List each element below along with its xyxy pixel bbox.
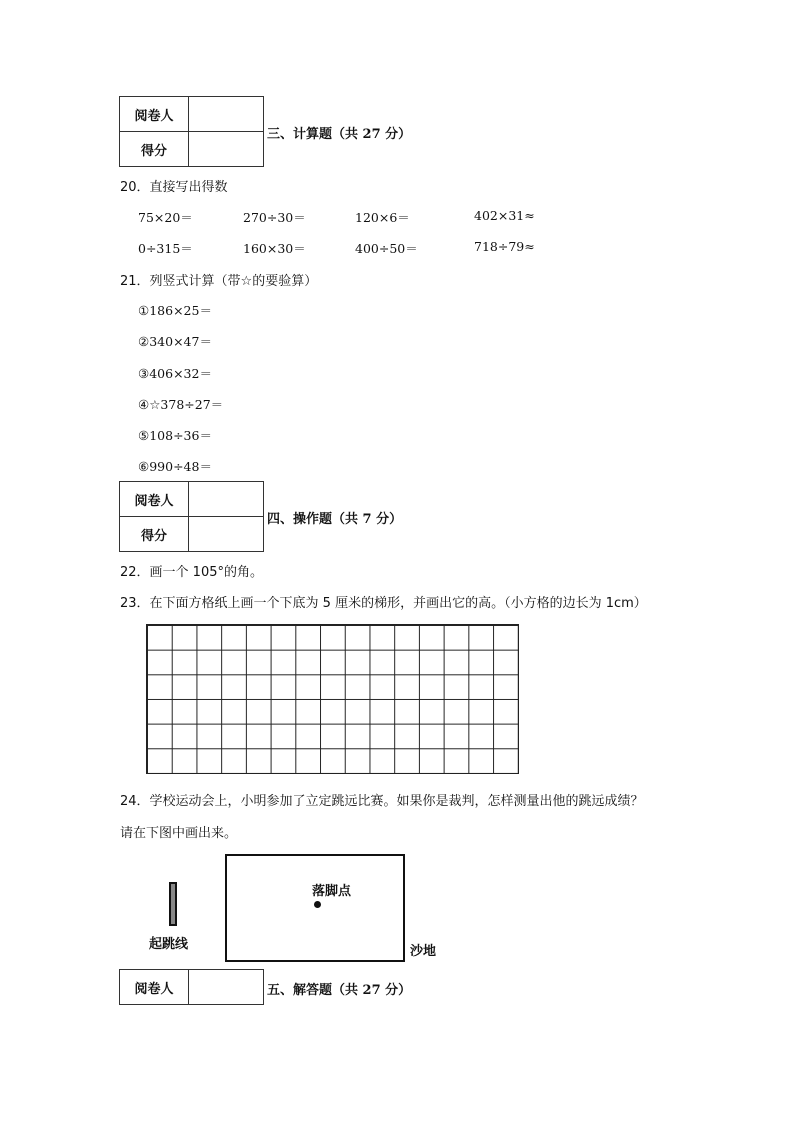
q24-prompt: 24．学校运动会上，小明参加了立定跳远比赛。如果你是裁判，怎样测量出他的跳远成绩？ [120, 794, 644, 809]
q20-item: 160×30＝ [243, 241, 306, 256]
start-line-label: 起跳线 [149, 937, 189, 952]
q20-item: 270÷30＝ [243, 210, 306, 225]
grader-cell[interactable] [189, 482, 264, 517]
jump-line-bar [169, 882, 177, 926]
q22-prompt: 22．画一个 105°的角。 [120, 565, 263, 580]
score-label: 得分 [120, 132, 189, 167]
landing-point-dot [314, 901, 321, 908]
q24-prompt-cont: 请在下图中画出来。 [120, 826, 238, 841]
q20-prompt: 20．直接写出得数 [120, 180, 228, 195]
q20-item: 75×20＝ [138, 210, 193, 225]
grader-label: 阅卷人 [120, 970, 189, 1005]
grader-label: 阅卷人 [120, 97, 189, 132]
grader-label: 阅卷人 [120, 482, 189, 517]
q21-item: ②340×47＝ [138, 334, 212, 349]
section3-title: 三、计算题（共 27 分） [267, 127, 412, 142]
score-label: 得分 [120, 517, 189, 552]
sand-label: 沙地 [410, 944, 437, 959]
q21-item: ⑥990÷48＝ [138, 459, 212, 474]
score-table-section3 [119, 96, 264, 167]
score-cell[interactable] [189, 132, 264, 167]
q20-item: 120×6＝ [355, 210, 410, 225]
landing-label: 落脚点 [312, 884, 352, 899]
q20-item: 0÷315＝ [138, 241, 193, 256]
grid-paper[interactable] [146, 624, 519, 774]
q23-prompt: 23．在下面方格纸上画一个下底为 5 厘米的梯形，并画出它的高。（小方格的边长为 1cm） [120, 596, 647, 611]
q21-prompt: 21．列竖式计算（带☆的要验算） [120, 274, 318, 289]
q20-item: 402×31≈ [474, 208, 535, 223]
sand-pit[interactable] [225, 854, 405, 962]
score-table-section4 [119, 481, 264, 552]
grader-cell[interactable] [189, 97, 264, 132]
section4-title: 四、操作题（共 7 分） [267, 512, 403, 527]
q21-item: ⑤108÷36＝ [138, 428, 212, 443]
q21-item: ④☆378÷27＝ [138, 397, 224, 412]
score-table-section5 [119, 969, 264, 1005]
q21-item: ①186×25＝ [138, 303, 212, 318]
q20-item: 718÷79≈ [474, 239, 535, 254]
q20-item: 400÷50＝ [355, 241, 418, 256]
grader-cell[interactable] [189, 970, 264, 1005]
section5-title: 五、解答题（共 27 分） [267, 983, 412, 998]
score-cell[interactable] [189, 517, 264, 552]
q21-item: ③406×32＝ [138, 366, 212, 381]
